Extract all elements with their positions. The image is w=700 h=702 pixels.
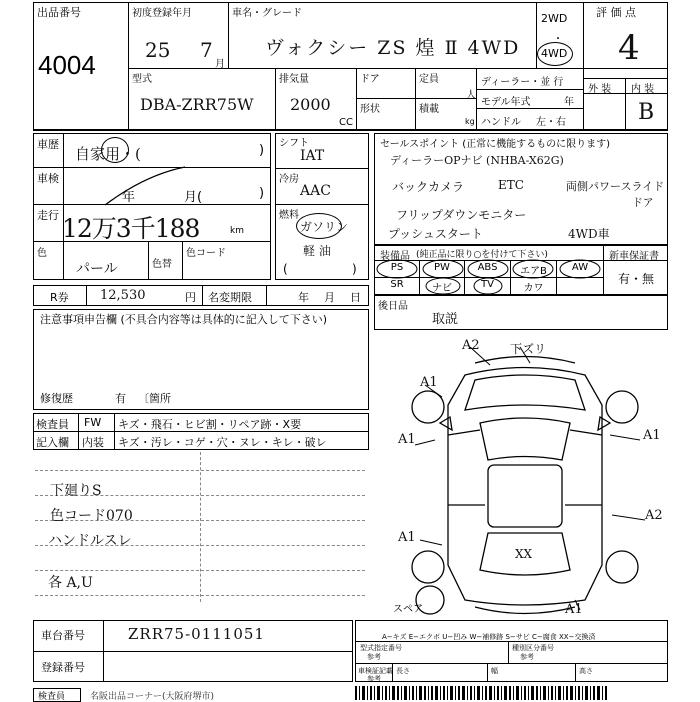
capacity-label: 定員: [419, 74, 439, 85]
legend-line1: A−キズ E−エクボ U−凹み W−補修跡 S−サビ C−腐食 XX−交換済: [382, 633, 596, 641]
shift-value: IAT: [300, 148, 325, 164]
name-grade-value: ヴォクシー ZS 煌 Ⅱ 4WD: [265, 37, 521, 59]
mileage-unit: km: [230, 226, 244, 236]
handle-label: ハンドル: [481, 117, 521, 128]
equipment-label: 装備品: [380, 251, 410, 262]
fuel-paren-open: (: [283, 262, 288, 276]
lot-label: 出品番号: [37, 6, 81, 19]
deadline-day: 日: [350, 291, 361, 304]
color-change-label: 色替: [152, 259, 172, 270]
diagram-left-mid: A1: [398, 432, 416, 447]
inspection-year-unit: 年: [122, 190, 136, 205]
equip-ps: PS: [390, 262, 404, 273]
history-label: 車歴: [37, 138, 59, 151]
fuel-diesel: 軽 油: [303, 244, 331, 258]
ac-value: AAC: [300, 183, 331, 199]
remark-line1: 下廻りS: [50, 483, 102, 499]
equip-sr: SR: [390, 279, 404, 290]
load-label: 積載: [419, 104, 439, 115]
inspector-fw: FW: [84, 416, 102, 429]
reg-label: 登録番号: [41, 661, 85, 674]
sales-line4a: プッシュスタート: [388, 227, 483, 241]
diagram-right-mid: A1: [643, 428, 661, 443]
color-label: 色: [37, 248, 47, 259]
name-grade-label: 車名・グレード: [232, 8, 302, 19]
first-reg-year: 25: [145, 38, 171, 62]
inspector-fw-items: キズ・飛石・ヒビ割・リペア跡・X要: [118, 418, 302, 431]
ac-label: 冷房: [279, 174, 299, 185]
repair-value: 有: [115, 392, 126, 405]
diagram-left-lower: A1: [398, 530, 416, 545]
after-label: 後日品: [378, 301, 408, 312]
equip-pw: PW: [434, 262, 450, 273]
kg-unit: kg: [465, 117, 475, 126]
equip-airbag: エアB: [520, 266, 547, 277]
equip-tv: TV: [481, 279, 494, 290]
model-label: 型式: [132, 74, 152, 85]
shift-label: シフト: [279, 138, 309, 149]
equip-navi: ナビ: [432, 283, 452, 294]
interior-grade: B: [638, 100, 655, 125]
equip-leather: カワ: [523, 283, 544, 294]
warranty-label: 新車保証書: [609, 251, 659, 262]
door-label: ドア: [360, 74, 380, 85]
deadline-label: 名変期限: [208, 291, 252, 304]
drive-4wd-circle: [537, 42, 573, 66]
sales-line2b: ETC: [498, 178, 524, 192]
inspection-month-unit: 月(: [184, 190, 203, 205]
recycle-frame: [33, 285, 369, 306]
model-year-unit: 年: [564, 97, 574, 108]
inspector-label1: 検査員: [36, 418, 69, 431]
recycle-value: 12,530: [100, 288, 146, 303]
displacement-label: 排気量: [279, 74, 309, 85]
mileage-label: 走行: [37, 209, 59, 222]
handle-value: 左・右: [536, 117, 566, 128]
drive-dot: ・: [553, 34, 563, 45]
diagram-top-left: A2: [462, 338, 480, 353]
diagram-roof-mark: XX: [515, 547, 533, 561]
drive-2wd: 2WD: [541, 12, 568, 25]
footer-label: 検査員: [38, 692, 66, 702]
remark-line4: 各 A,U: [48, 575, 93, 591]
repair-place: 〔箇所: [138, 392, 171, 405]
inspection-close: ): [259, 186, 265, 201]
person-unit: 人: [466, 90, 476, 101]
sales-line1: ディーラーOPナビ (NHBA-X62G): [390, 154, 564, 167]
inspector-interior: 内装: [82, 436, 104, 449]
score-value: 4: [618, 28, 640, 68]
legend-width: 幅: [491, 667, 498, 675]
legend-ref2: 参考: [520, 653, 534, 661]
diagram-spare-label: スペア: [393, 604, 423, 615]
cc-unit: CC: [339, 117, 353, 128]
sales-line2c: 両側パワースライド: [566, 180, 665, 193]
sales-label: セールスポイント (正常に機能するものに限ります): [380, 139, 611, 150]
fuel-gasoline: ガソリン: [300, 220, 349, 234]
history-circle: [101, 137, 129, 163]
fuel-gasoline-circle: [296, 213, 342, 239]
score-label: 評 価 点: [596, 6, 636, 19]
drive-4wd: 4WD: [541, 47, 568, 60]
deadline-month: 月: [324, 291, 335, 304]
history-close: ): [259, 143, 265, 158]
warranty-value: 有・無: [618, 272, 655, 286]
diagram-top-center: 下ズリ: [510, 342, 547, 356]
model-year-label: モデル年式: [481, 97, 531, 108]
displacement-value: 2000: [290, 95, 331, 114]
legend-height: 高さ: [579, 667, 593, 675]
diagram-right-lower: A2: [645, 508, 663, 523]
equipment-note: (純正品に限り○を付けて下さい): [416, 250, 548, 260]
barcode: [355, 686, 655, 700]
legend-length: 長さ: [396, 667, 410, 675]
sales-line2d: ドア: [632, 196, 654, 209]
remark-line2: 色コード070: [50, 508, 133, 524]
diagram-left-upper: A1: [420, 375, 438, 390]
equip-aw: AW: [571, 262, 589, 273]
sales-line3: フリップダウンモニター: [396, 208, 527, 222]
history-value: 自家用・(: [75, 145, 141, 163]
diagram-bottom-right: A1: [565, 602, 583, 617]
equipment-circles: [375, 258, 605, 296]
mileage-value: 12万3千188: [62, 214, 200, 243]
repair-label: 修復歴: [40, 392, 73, 405]
lot-number: 4004: [38, 50, 96, 80]
deadline-year: 年: [298, 291, 309, 304]
after-frame: [374, 295, 668, 330]
inspector-label2: 記入欄: [36, 436, 69, 449]
notes-label: 注意事項申告欄 (不具合内容等は具体的に記入して下さい): [40, 313, 328, 326]
inspector-interior-items: キズ・汚レ・コゲ・穴・ヌレ・キレ・破レ: [118, 436, 327, 449]
legend-designated: 型式指定番号: [360, 644, 402, 652]
sales-line2a: バックカメラ: [392, 180, 465, 194]
after-value: 取説: [432, 312, 459, 327]
footer-text: 名阪出品コーナー(大阪府堺市): [90, 692, 215, 702]
exterior-label: 外 装: [588, 84, 612, 95]
inspection-label: 車検: [37, 172, 59, 185]
legend-ref1: 参考: [367, 653, 381, 661]
legend-ref3: 参考: [367, 675, 381, 683]
first-reg-month: 7: [200, 38, 213, 62]
sales-line4b: 4WD車: [568, 227, 610, 241]
legend-category: 種別区分番号: [512, 644, 554, 652]
first-reg-label: 初度登録年月: [132, 8, 192, 19]
recycle-yen: 円: [185, 291, 196, 304]
model-value: DBA-ZRR75W: [140, 95, 254, 114]
recycle-label: R券: [50, 291, 69, 304]
legend-size-label: 車検証記載: [358, 667, 393, 675]
month-unit: 月: [215, 59, 225, 70]
color-value: パール: [76, 261, 118, 277]
chassis-label: 車台番号: [41, 629, 85, 642]
fuel-paren-close: ): [352, 262, 357, 276]
remark-line3: ハンドルスレ: [48, 533, 132, 549]
dealer-label: ディーラー・並 行: [481, 77, 564, 88]
interior-label: 内 装: [631, 84, 655, 95]
chassis-value: ZRR75-0111051: [128, 625, 265, 643]
equip-abs: ABS: [477, 262, 498, 273]
fuel-label: 燃料: [279, 210, 299, 221]
color-code-label: 色コード: [186, 248, 226, 259]
shape-label: 形状: [360, 104, 380, 115]
